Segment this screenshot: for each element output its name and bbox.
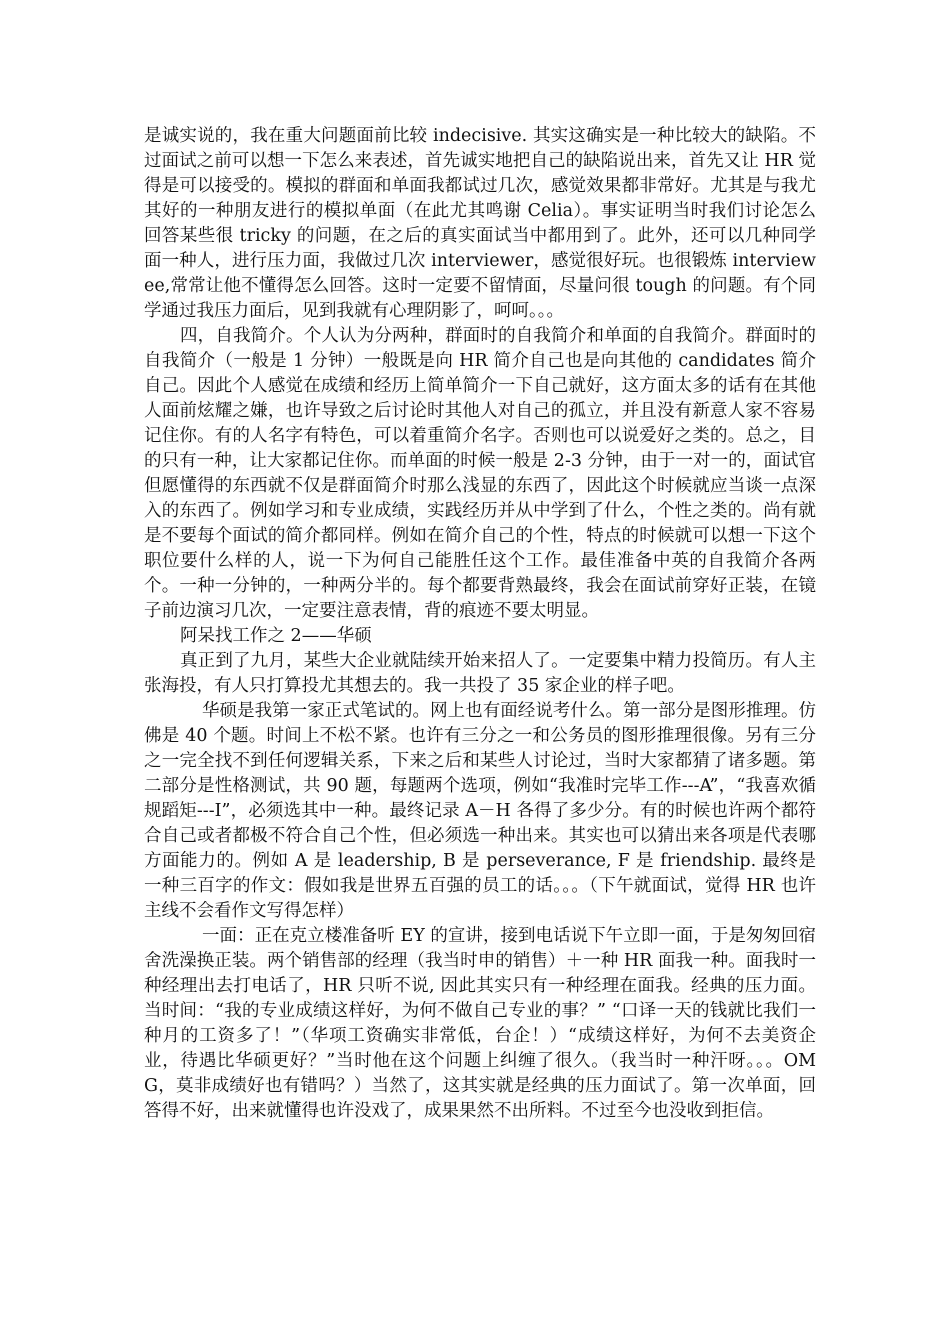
section-heading-asus: 阿呆找工作之 2——华硕 xyxy=(180,626,372,646)
paragraph-first-interview: 一面：正在克立楼准备听 EY 的宣讲，接到电话说下午立即一面，于是匆匆回宿舍洗澡换正装。两个销售部的经理（我当时申的销售）＋一种 HR 面我一种。面我时一种经理出去打电话了，HR 只听不说, 因此其实只有一种经理在面我。经典的压力面。当时间：“我的专业成绩这样好，为何不做自己专业的事？” “口译一天的钱就比我们一种月的工资多了！”（华项工资确实非常低，台企！）“成绩这样好，为何不去美资企业，待遇比华硕更好？”当时他在这个问题上纠缠了很久。（我当时一种汗呀。。。OMG，莫非成绩好也有错吗？）当然了，这其实就是经典的压力面试了。第一次单面，回答得不好，出来就懂得也许没戏了，成果果然不出所料。不过至今也没收到拒信。 xyxy=(144,926,816,1121)
paragraph-asus-written-test: 华硕是我第一家正式笔试的。网上也有面经说考什么。第一部分是图形推理。仿佛是 40 个题。时间上不松不紧。也许有三分之一和公务员的图形推理很像。另有三分之一完全找不到任何逻辑关系，下来之后和某些人讨论过，当时大家都猜了诸多题。第二部分是性格测试，共 90 题，每题两个选项，例如“我准时完毕工作---A”，“我喜欢循规蹈矩---I”，必须选其中一种。最终记录 A－H 各得了多少分。有的时候也许两个都符合自己或者都极不符合自己个性，但必须选一种出来。其实也可以猜出来各项是代表哪方面能力的。例如 A 是 leadership, B 是 perseverance, F 是 friendship. 最终是一种三百字的作文：假如我是世界五百强的员工的话。。。（下午就面试，觉得 HR 也许主线不会看作文写得怎样） xyxy=(144,701,816,921)
document-body xyxy=(144,124,816,1124)
paragraph-honesty-and-mock-interviews: 是诚实说的，我在重大问题面前比较 indecisive. 其实这确实是一种比较大的缺陷。不过面试之前可以想一下怎么来表述，首先诚实地把自己的缺陷说出来，首先又让 HR 觉得是可以接受的。模拟的群面和单面我都试过几次，感觉效果都非常好。尤其是与我尤其好的一种朋友进行的模拟单面（在此尤其鸣谢 Celia）。事实证明当时我们讨论怎么回答某些很 tricky 的问题，在之后的真实面试当中都用到了。此外，还可以几种同学面一种人，进行压力面，我做过几次 interviewer，感觉很好玩。也很锻炼 interviewee,常常让他不懂得怎么回答。这时一定要不留情面，尽量问很 tough 的问题。有个同学通过我压力面后，见到我就有心理阴影了，呵呵。。。 xyxy=(144,126,816,321)
paragraph-september-applications: 真正到了九月，某些大企业就陆续开始来招人了。一定要集中精力投简历。有人主张海投，有人只打算投尤其想去的。我一共投了 35 家企业的样子吧。 xyxy=(144,651,816,696)
paragraph-self-introduction: 四，自我简介。个人认为分两种，群面时的自我简介和单面的自我简介。群面时的自我简介（一般是 1 分钟）一般既是向 HR 简介自己也是向其他的 candidates 简介自己。因此个人感觉在成绩和经历上简单简介一下自己就好，这方面太多的话有在其他人面前炫耀之嫌，也许导致之后讨论时其他人对自己的孤立，并且没有新意人家不容易记住你。有的人名字有特色，可以着重简介名字。否则也可以说爱好之类的。总之，目的只有一种，让大家都记住你。而单面的时候一般是 2-3 分钟，由于一对一的，面试官但愿懂得的东西就不仅是群面简介时那么浅显的东西了，因此这个时候就应当谈一点深入的东西了。例如学习和专业成绩，实践经历并从中学到了什么，个性之类的。尚有就是不要每个面试的简介都同样。例如在简介自己的个性，特点的时候就可以想一下这个职位要什么样的人，说一下为何自己能胜任这个工作。最佳准备中英的自我简介各两个。一种一分钟的，一种两分半的。每个都要背熟最终，我会在面试前穿好正装，在镜子前边演习几次，一定要注意表情，背的痕迹不要太明显。 xyxy=(144,326,816,621)
